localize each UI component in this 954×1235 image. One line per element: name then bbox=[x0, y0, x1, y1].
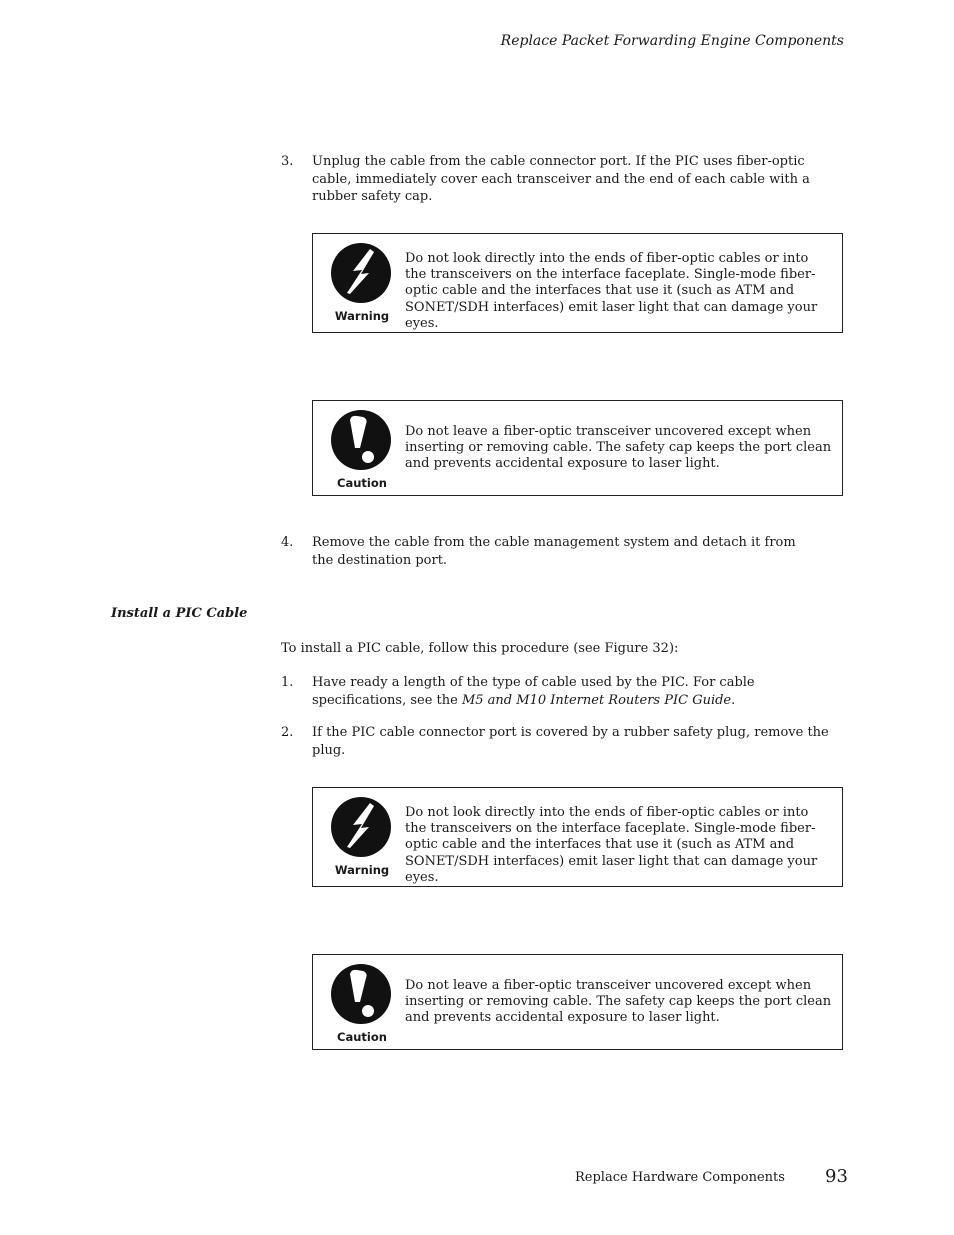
step-text bbox=[312, 674, 841, 709]
caution-notice bbox=[312, 400, 843, 496]
lightning-bolt-icon bbox=[331, 797, 391, 857]
notice-label: Warning bbox=[334, 309, 390, 323]
notice-text: Do not look directly into the ends of fiber-optic cables or into the transceivers on the interface faceplate. Single-mode fiber-optic cable and the interfaces that use it (such as ATM and SONET/SDH interfaces) emit laser light that can damage your eyes. bbox=[405, 805, 818, 885]
install-step-1 bbox=[281, 674, 841, 709]
notice-label: Caution bbox=[337, 1030, 387, 1044]
running-header: Replace Packet Forwarding Engine Components bbox=[500, 33, 844, 49]
exclamation-icon bbox=[331, 964, 391, 1024]
step-number: 2. bbox=[281, 725, 294, 740]
install-step-2 bbox=[281, 724, 846, 759]
notice-text: Do not look directly into the ends of fiber-optic cables or into the transceivers on the interface faceplate. Single-mode fiber-optic cable and the interfaces that use it (such as ATM and SONET/SDH interfaces) emit laser light that can damage your eyes. bbox=[405, 251, 818, 331]
warning-notice bbox=[312, 233, 843, 333]
page-number: 93 bbox=[825, 1166, 848, 1187]
section-heading: Install a PIC Cable bbox=[111, 606, 248, 621]
footer-section-label: Replace Hardware Components bbox=[575, 1170, 785, 1185]
step-text-before: Have ready a length of the type of cable used by the PIC. For cable specifications, see the bbox=[312, 675, 755, 708]
caution-notice bbox=[312, 954, 843, 1050]
notice-label: Warning bbox=[334, 863, 390, 877]
notice-text: Do not leave a fiber-optic transceiver uncovered except when inserting or removing cable. The safety cap keeps the port clean and prevents accidental exposure to laser light. bbox=[405, 978, 832, 1026]
step-text: Unplug the cable from the cable connector port. If the PIC uses fiber-optic cable, immediately cover each transceiver and the end of each cable with a rubber safety cap. bbox=[312, 154, 810, 204]
step-text-after: . bbox=[731, 692, 736, 708]
exclamation-icon bbox=[331, 410, 391, 470]
step-number: 1. bbox=[281, 675, 294, 690]
intro-paragraph: To install a PIC cable, follow this procedure (see Figure 32): bbox=[281, 641, 679, 656]
step-number: 3. bbox=[281, 154, 294, 169]
warning-notice bbox=[312, 787, 843, 887]
step-4 bbox=[281, 534, 801, 569]
step-text: Remove the cable from the cable management system and detach it from the destination port. bbox=[312, 535, 796, 568]
lightning-bolt-icon bbox=[331, 243, 391, 303]
notice-label: Caution bbox=[337, 476, 387, 490]
step-number: 4. bbox=[281, 535, 294, 550]
step-3 bbox=[281, 153, 846, 206]
notice-text: Do not leave a fiber-optic transceiver uncovered except when inserting or removing cable. The safety cap keeps the port clean and prevents accidental exposure to laser light. bbox=[405, 424, 832, 472]
step-text: If the PIC cable connector port is covered by a rubber safety plug, remove the plug. bbox=[312, 725, 829, 758]
pic-guide-reference: M5 and M10 Internet Routers PIC Guide bbox=[461, 692, 732, 708]
